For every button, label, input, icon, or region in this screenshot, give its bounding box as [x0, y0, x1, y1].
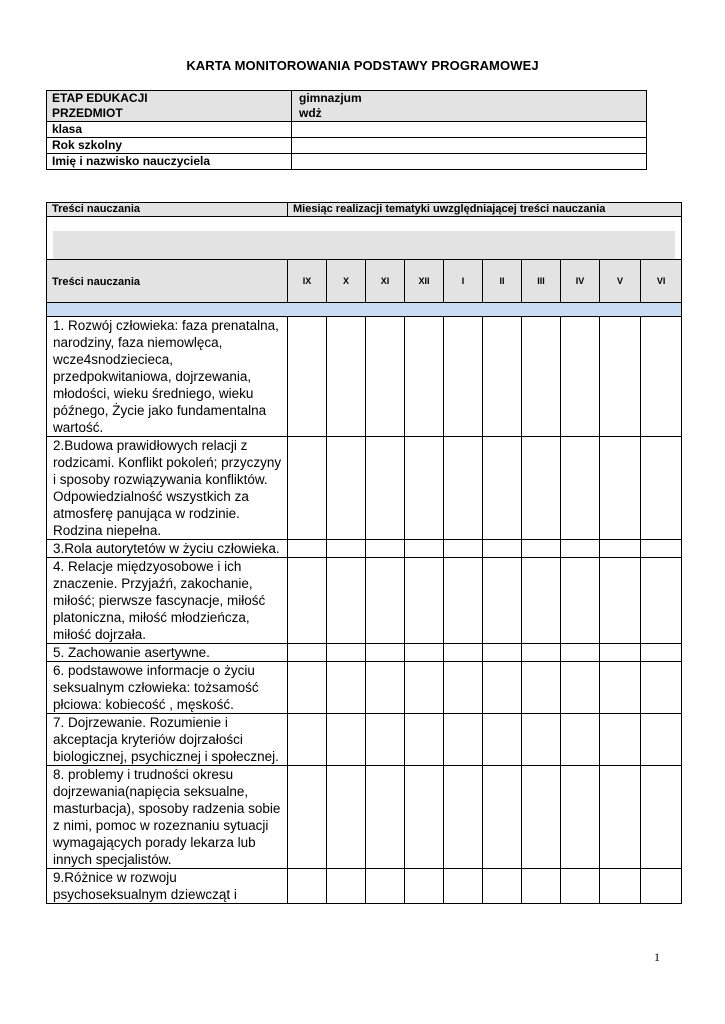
document-title: KARTA MONITOROWANIA PODSTAWY PROGRAMOWEJ: [186, 58, 539, 73]
month-cell[interactable]: [366, 714, 405, 766]
header-spacer-row: [47, 217, 682, 260]
month-cell[interactable]: [522, 662, 561, 714]
info-row-rok: [47, 138, 647, 154]
info-row-etap-przedmiot: [47, 91, 647, 122]
page-number: 1: [654, 950, 660, 964]
month-cell[interactable]: [600, 714, 641, 766]
month-cell[interactable]: [561, 869, 600, 904]
table-row: [47, 869, 682, 904]
month-cell[interactable]: [600, 540, 641, 558]
month-cell[interactable]: [641, 437, 682, 540]
month-cell[interactable]: [327, 437, 366, 540]
month-cell[interactable]: [444, 558, 483, 644]
month-cell[interactable]: [561, 540, 600, 558]
month-cell[interactable]: [444, 869, 483, 904]
month-header: III: [522, 260, 561, 303]
nauczyciel-label: Imię i nazwisko nauczyciela: [47, 154, 292, 170]
month-cell[interactable]: [561, 644, 600, 662]
table-row: [47, 437, 682, 540]
month-cell[interactable]: [405, 766, 444, 869]
month-cell[interactable]: [600, 662, 641, 714]
month-header: IV: [561, 260, 600, 303]
month-cell[interactable]: [561, 437, 600, 540]
month-cell[interactable]: [288, 317, 327, 437]
month-cell[interactable]: [444, 644, 483, 662]
month-cell[interactable]: [366, 558, 405, 644]
month-cell[interactable]: [366, 662, 405, 714]
month-cell[interactable]: [327, 558, 366, 644]
etap-przedmiot-values: [292, 91, 647, 122]
month-cell[interactable]: [600, 558, 641, 644]
content-rows: [47, 317, 682, 904]
przedmiot-label: PRZEDMIOT: [52, 106, 123, 120]
month-cell[interactable]: [483, 662, 522, 714]
info-row-nauczyciel: [47, 154, 647, 170]
month-cell[interactable]: [288, 662, 327, 714]
rok-label: Rok szkolny: [47, 138, 292, 154]
month-cell[interactable]: [641, 644, 682, 662]
table-row: [47, 317, 682, 437]
month-cell[interactable]: [483, 714, 522, 766]
month-cell[interactable]: [366, 317, 405, 437]
month-cell[interactable]: [483, 869, 522, 904]
content-item: 8. problemy i trudności okresu dojrzewania(napięcia seksualne, masturbacja), sposoby radzenia sobie z nimi, pomoc w rozeznaniu sytuacji wymagających porady lekarza lub innych specjalistów.: [47, 766, 288, 869]
month-cell[interactable]: [641, 540, 682, 558]
month-cell[interactable]: [405, 869, 444, 904]
month-cell[interactable]: [366, 437, 405, 540]
month-cell[interactable]: [288, 437, 327, 540]
month-cell[interactable]: [483, 644, 522, 662]
month-cell[interactable]: [327, 714, 366, 766]
etap-value: gimnazjum: [299, 91, 362, 105]
month-cell[interactable]: [600, 437, 641, 540]
month-cell[interactable]: [366, 869, 405, 904]
month-cell[interactable]: [483, 766, 522, 869]
month-cell[interactable]: [522, 714, 561, 766]
month-cell[interactable]: [327, 644, 366, 662]
month-cell[interactable]: [288, 766, 327, 869]
month-cell[interactable]: [641, 766, 682, 869]
month-cell[interactable]: [641, 869, 682, 904]
table-row: [47, 540, 682, 558]
month-cell[interactable]: [561, 317, 600, 437]
month-cell[interactable]: [327, 869, 366, 904]
month-cell[interactable]: [600, 766, 641, 869]
blue-separator: [47, 303, 682, 317]
table-row: [47, 662, 682, 714]
etap-przedmiot-labels: [47, 91, 292, 122]
month-cell[interactable]: [444, 662, 483, 714]
content-item: 3.Rola autorytetów w życiu człowieka.: [47, 540, 288, 558]
month-header: VI: [641, 260, 682, 303]
info-row-klasa: [47, 122, 647, 138]
month-cell[interactable]: [641, 558, 682, 644]
month-header: X: [327, 260, 366, 303]
month-cell[interactable]: [483, 540, 522, 558]
month-cell[interactable]: [288, 644, 327, 662]
month-header: V: [600, 260, 641, 303]
etap-label: ETAP EDUKACJI: [52, 91, 148, 105]
month-cell[interactable]: [288, 558, 327, 644]
month-header: XI: [366, 260, 405, 303]
month-cell[interactable]: [641, 662, 682, 714]
month-cell[interactable]: [405, 714, 444, 766]
month-cell[interactable]: [483, 317, 522, 437]
rok-value[interactable]: [292, 138, 647, 154]
month-cell[interactable]: [561, 558, 600, 644]
month-cell[interactable]: [561, 662, 600, 714]
month-cell[interactable]: [522, 766, 561, 869]
content-item: 2.Budowa prawidłowych relacji z rodzicami. Konflikt pokoleń; przyczyny i sposoby rozwiązywania konfliktów. Odpowiedzialność wszystkich za atmosferę panująca w rodzinie. Rodzina niepełna.: [47, 437, 288, 540]
month-cell[interactable]: [405, 644, 444, 662]
month-cell[interactable]: [561, 714, 600, 766]
header-left: Treści nauczania: [47, 203, 288, 217]
month-cell[interactable]: [522, 437, 561, 540]
table-row: [47, 766, 682, 869]
month-cell[interactable]: [522, 869, 561, 904]
month-cell[interactable]: [444, 317, 483, 437]
month-cell[interactable]: [561, 766, 600, 869]
klasa-label: klasa: [47, 122, 292, 138]
month-header: XII: [405, 260, 444, 303]
content-item: 1. Rozwój człowieka: faza prenatalna, narodziny, faza niemowlęca, wcze4snodziecieca, przedpokwitaniowa, dojrzewania, młodości, wieku średniego, wieku późnego, Życie jako fundamentalna wartość.: [47, 317, 288, 437]
table-row: [47, 714, 682, 766]
blue-separator-row: [47, 303, 682, 317]
month-cell[interactable]: [600, 869, 641, 904]
month-cell[interactable]: [366, 766, 405, 869]
header-row-months: [47, 260, 682, 303]
month-cell[interactable]: [405, 437, 444, 540]
content-item: 9.Różnice w rozwoju psychoseksualnym dziewcząt i: [47, 869, 288, 904]
przedmiot-value: wdż: [299, 106, 322, 120]
header-spacer: [47, 217, 682, 260]
month-cell[interactable]: [405, 317, 444, 437]
month-cell[interactable]: [405, 662, 444, 714]
month-header: II: [483, 260, 522, 303]
month-cell[interactable]: [288, 714, 327, 766]
content-item: 4. Relacje międzyosobowe i ich znaczenie. Przyjaźń, zakochanie, miłość; pierwsze fascynacje, miłość platoniczna, miłość młodzieńcza, miłość dojrzała.: [47, 558, 288, 644]
table-row: [47, 644, 682, 662]
month-cell[interactable]: [522, 644, 561, 662]
info-table: [46, 90, 647, 170]
nauczyciel-value[interactable]: [292, 154, 647, 170]
month-cell[interactable]: [641, 714, 682, 766]
content-item: 6. podstawowe informacje o życiu seksualnym człowieka: tożsamość płciowa: kobiecość , męskość.: [47, 662, 288, 714]
month-cell[interactable]: [288, 540, 327, 558]
month-cell[interactable]: [405, 558, 444, 644]
monitoring-table: [46, 202, 682, 904]
month-cell[interactable]: [366, 540, 405, 558]
month-cell[interactable]: [641, 317, 682, 437]
header-row-top: [47, 203, 682, 217]
month-cell[interactable]: [366, 644, 405, 662]
content-column-header: Treści nauczania: [47, 260, 288, 303]
month-header: IX: [288, 260, 327, 303]
klasa-value[interactable]: [292, 122, 647, 138]
month-cell[interactable]: [600, 644, 641, 662]
month-cell[interactable]: [522, 317, 561, 437]
month-cell[interactable]: [288, 869, 327, 904]
month-cell[interactable]: [444, 540, 483, 558]
table-row: [47, 558, 682, 644]
month-cell[interactable]: [405, 540, 444, 558]
month-cell[interactable]: [483, 437, 522, 540]
month-cell[interactable]: [327, 317, 366, 437]
month-cell[interactable]: [444, 437, 483, 540]
month-cell[interactable]: [327, 540, 366, 558]
month-cell[interactable]: [327, 766, 366, 869]
content-item: 5. Zachowanie asertywne.: [47, 644, 288, 662]
month-cell[interactable]: [522, 540, 561, 558]
content-item: 7. Dojrzewanie. Rozumienie i akceptacja kryteriów dojrzałości biologicznej, psychicznej i społecznej.: [47, 714, 288, 766]
header-right: Miesiąc realizacji tematyki uwzględniającej treści nauczania: [288, 203, 682, 217]
month-cell[interactable]: [444, 714, 483, 766]
month-cell[interactable]: [522, 558, 561, 644]
month-cell[interactable]: [600, 317, 641, 437]
month-cell[interactable]: [483, 558, 522, 644]
month-cell[interactable]: [444, 766, 483, 869]
month-header: I: [444, 260, 483, 303]
month-cell[interactable]: [327, 662, 366, 714]
